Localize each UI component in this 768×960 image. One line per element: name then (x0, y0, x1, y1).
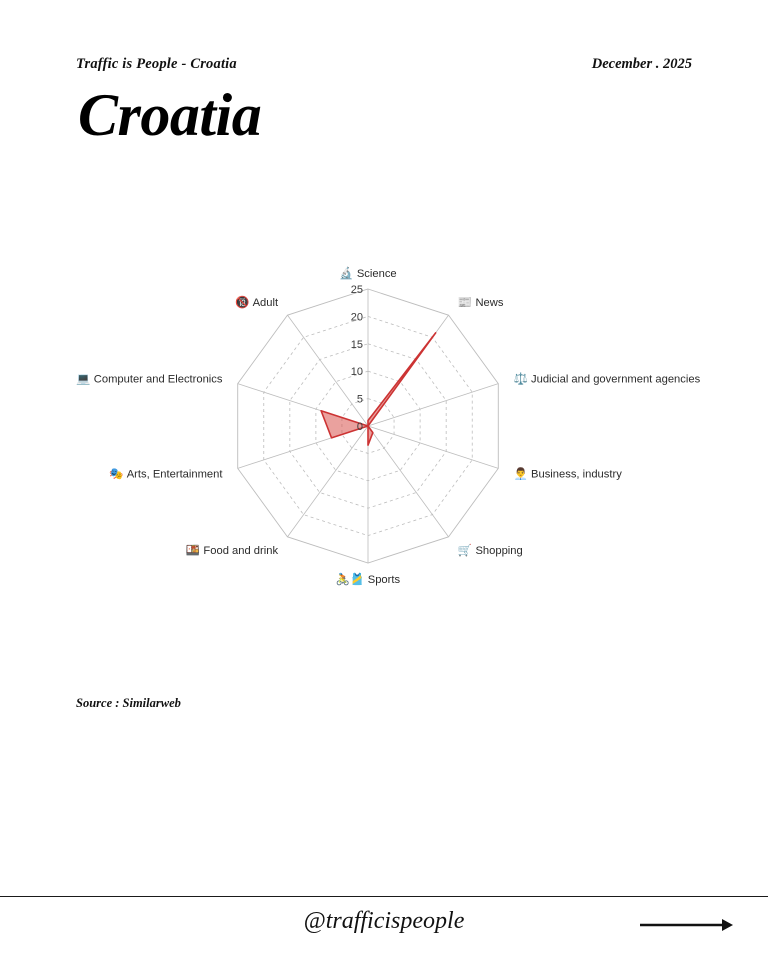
radial-tick-label: 5 (356, 393, 363, 406)
radial-tick-label: 10 (350, 366, 363, 379)
svg-text:🔬 Science: 🔬 Science (339, 268, 397, 280)
source-note: Source : Similarweb (76, 696, 181, 710)
radial-tick-label: 20 (350, 311, 363, 324)
radar-axis-spoke (287, 426, 368, 537)
radial-tick-label: 0 (356, 421, 363, 433)
footer-handle: @trafficispeople (303, 908, 465, 934)
radar-category-label (514, 372, 701, 386)
radial-tick-label: 25 (350, 284, 363, 296)
radar-axis-spoke (368, 426, 498, 468)
svg-text:⚖️ Judicial and government age: ⚖️ Judicial and government agencies (513, 373, 701, 386)
radar-category-label (458, 543, 523, 557)
radar-axis-spoke (368, 426, 449, 537)
radar-category-label (186, 544, 279, 557)
radar-category-label (336, 572, 401, 586)
radar-category-label (109, 467, 223, 480)
radar-category-label (235, 295, 279, 309)
radar-chart-svg (0, 236, 768, 616)
page-title: Croatia (78, 82, 262, 148)
svg-text:📰 News: 📰 News (457, 297, 504, 310)
arrow-right-icon[interactable] (638, 916, 734, 934)
svg-text:🎭 Arts, Entertainment: 🎭 Arts, Entertainment (109, 468, 223, 481)
radar-category-label (458, 297, 504, 309)
svg-text:🍱 Food and drink: 🍱 Food and drink (185, 544, 279, 557)
header-date: December . 2025 (591, 56, 692, 72)
svg-text:🚴🎽 Sports: 🚴🎽 Sports (335, 574, 401, 586)
svg-text:💻 Computer and Electronics: 💻 Computer and Electronics (76, 373, 223, 386)
radar-series-croatia (321, 333, 436, 445)
svg-text:👨‍💼 Business, industry: 👨‍💼 Business, industry (513, 468, 622, 481)
svg-text:🔞 Adult: 🔞 Adult (235, 297, 279, 310)
header-row (76, 56, 692, 73)
svg-text:🛒 Shopping: 🛒 Shopping (457, 544, 523, 557)
radar-category-label (514, 466, 623, 480)
radar-axis-spoke (368, 384, 498, 426)
radar-category-label (339, 266, 396, 280)
radar-category-label (76, 374, 223, 386)
radial-tick-label: 15 (350, 338, 363, 351)
radar-chart (0, 236, 768, 616)
header-kicker: Traffic is People - Croatia (76, 56, 237, 72)
footer-divider (0, 896, 768, 897)
